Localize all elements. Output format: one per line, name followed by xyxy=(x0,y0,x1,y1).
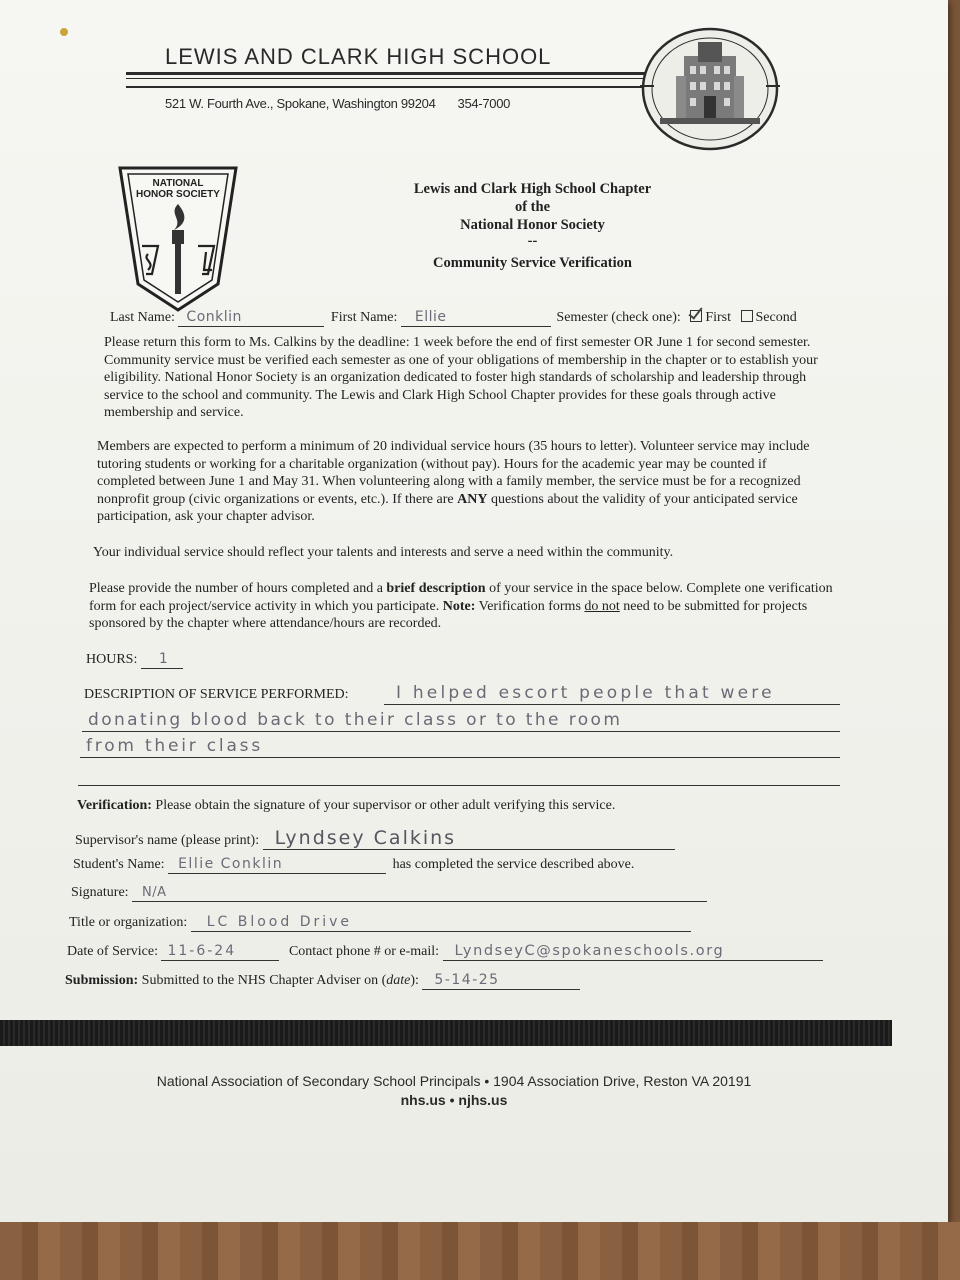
paragraph-4-note: Note: xyxy=(442,598,476,614)
title-of-the: of the xyxy=(514,199,551,215)
submission-close: ): xyxy=(410,973,419,988)
supervisor-field[interactable] xyxy=(263,827,675,850)
signature-label: Signature: xyxy=(71,885,129,900)
title-chapter: Lewis and Clark High School Chapter xyxy=(413,181,652,197)
submission-text: Submitted to the NHS Chapter Adviser on ( xyxy=(138,973,387,988)
school-address xyxy=(165,96,510,111)
submission-heading: Submission: xyxy=(65,973,139,988)
first-name-label: First Name: xyxy=(330,310,398,325)
contact-value: LyndseyC@spokaneschools.org xyxy=(454,943,725,959)
supervisor-row xyxy=(75,827,675,850)
contact-field[interactable] xyxy=(443,943,823,961)
semester-second-checkbox[interactable] xyxy=(741,310,753,322)
wooden-surface xyxy=(0,1222,960,1280)
form-title-block xyxy=(360,180,705,272)
student-suffix: has completed the service described above. xyxy=(392,857,635,872)
letterhead-rule-thin xyxy=(126,78,646,79)
paragraph-2-text-b: questions about the validity of your anticipated service participation, ask your chapter advisor. xyxy=(97,491,798,524)
supervisor-label: Supervisor's name (please print): xyxy=(75,833,260,848)
paragraph-4-bold: brief description xyxy=(386,581,486,596)
semester-first-label: First xyxy=(705,310,731,325)
verification-instruction: Please obtain the signature of your supervisor or other adult verifying this service. xyxy=(151,798,616,813)
description-value-line-1: I helped escort people that were xyxy=(396,683,775,703)
verification-heading-row xyxy=(77,798,615,814)
submission-date-word: date xyxy=(386,973,411,988)
footer-black-bar xyxy=(0,1020,892,1046)
instructions-paragraph-1: Please return this form to Ms. Calkins by the deadline: 1 week before the end of first semester OR June 1 for second semester. Community service must be verified each semester as one of your obligations of membership in the chapter or to establish your eligibility. National Honor Society is an organization dedicated to foster high standards of scholarship and leadership through service to the school and community. The Lewis and Clark High School Chapter provides for these goals through active membership and service. xyxy=(104,335,818,420)
hours-field[interactable] xyxy=(141,651,183,669)
instructions-paragraph-2 xyxy=(97,438,823,526)
description-value-line-2: donating blood back to their class or to the room xyxy=(88,710,623,730)
title-verification: Community Service Verification xyxy=(433,255,632,271)
signature-field[interactable] xyxy=(132,885,707,902)
name-row xyxy=(110,309,797,327)
paragraph-4-underline: do not xyxy=(584,598,620,614)
submission-date-field[interactable] xyxy=(422,972,580,990)
student-field[interactable] xyxy=(168,856,386,874)
submission-row xyxy=(65,972,580,990)
description-line-4[interactable] xyxy=(78,785,840,786)
instructions-paragraph-4 xyxy=(89,580,844,633)
emblem-label-national: NATIONAL xyxy=(152,178,204,189)
contact-label: Contact phone # or e-mail: xyxy=(288,944,440,959)
title-separator: -- xyxy=(527,233,538,249)
semester-first-checkbox[interactable] xyxy=(690,310,702,322)
semester-second-label: Second xyxy=(755,310,797,325)
paragraph-4-text-d: need to be submitted for projects sponsored by the chapter where attendance/hours are recorded. xyxy=(89,598,808,631)
student-label: Student's Name: xyxy=(73,857,165,872)
hours-row xyxy=(86,651,183,669)
student-value: Ellie Conklin xyxy=(178,856,284,872)
supervisor-value: Lyndsey Calkins xyxy=(274,827,457,849)
organization-field[interactable] xyxy=(191,914,691,932)
date-of-service-field[interactable] xyxy=(161,943,279,961)
school-phone: 354-7000 xyxy=(457,96,511,111)
letterhead-rule-top xyxy=(126,72,646,75)
date-of-service-label: Date of Service: xyxy=(67,944,158,959)
last-name-field[interactable] xyxy=(178,309,324,327)
organization-label: Title or organization: xyxy=(69,915,188,930)
submission-date-value: 5-14-25 xyxy=(434,972,500,988)
paragraph-4-text-a: Please provide the number of hours completed and a xyxy=(89,581,387,596)
school-name: LEWIS AND CLARK HIGH SCHOOL xyxy=(165,44,552,69)
school-building-seal-icon xyxy=(640,26,780,152)
semester-label: Semester (check one): xyxy=(556,310,681,325)
emblem-label-honor-society: HONOR SOCIETY xyxy=(136,189,220,200)
organization-row xyxy=(69,914,691,932)
paragraph-4-text-b: of your service in the space below. Complete one verification form for each project/service activity in which you participate. xyxy=(89,581,833,614)
footer xyxy=(0,1072,908,1110)
last-name-label: Last Name: xyxy=(110,310,175,325)
date-of-service-value: 11-6-24 xyxy=(167,943,237,959)
signature-value: N/A xyxy=(142,885,167,900)
footer-links: nhs.us • njhs.us xyxy=(400,1092,508,1108)
description-line-3[interactable] xyxy=(80,757,840,758)
description-line-1[interactable] xyxy=(384,704,840,705)
verification-heading: Verification: xyxy=(77,798,152,813)
nhs-emblem-icon xyxy=(118,164,238,312)
signature-row xyxy=(71,885,707,902)
date-contact-row xyxy=(67,943,823,961)
first-name-value: Ellie xyxy=(414,309,447,325)
description-value-line-3: from their class xyxy=(86,736,263,756)
paragraph-2-text-a: Members are expected to perform a minimum of 20 individual service hours (35 hours to letter). Volunteer service may include tutoring students or working for a charitable organization (without pay). Hours for the academic year may be counted if completed between June 1 and May 31. When volunteering along with a family member, the service must be for a recognized nonprofit group (civic organizations or events, etc.). If there are xyxy=(97,439,810,507)
footer-association: National Association of Secondary School Principals • 1904 Association Drive, Reston VA 20191 xyxy=(156,1073,752,1089)
student-row xyxy=(73,856,634,874)
hours-label: HOURS: xyxy=(86,652,138,667)
title-society: National Honor Society xyxy=(460,217,605,233)
description-line-2[interactable] xyxy=(82,731,840,732)
instructions-paragraph-3: Your individual service should reflect your talents and interests and serve a need within the community. xyxy=(93,545,674,560)
pin-mark xyxy=(60,28,68,36)
organization-value: LC Blood Drive xyxy=(206,914,353,930)
letterhead-rule-bottom xyxy=(126,86,646,88)
hours-value: 1 xyxy=(158,651,169,667)
paragraph-4-text-c: Verification forms xyxy=(475,598,585,614)
first-name-field[interactable] xyxy=(401,309,551,327)
description-label: DESCRIPTION OF SERVICE PERFORMED: xyxy=(84,687,349,702)
last-name-value: Conklin xyxy=(186,309,242,325)
paragraph-2-emphasis: ANY xyxy=(457,491,488,507)
address-text: 521 W. Fourth Ave., Spokane, Washington 99204 xyxy=(165,96,436,111)
